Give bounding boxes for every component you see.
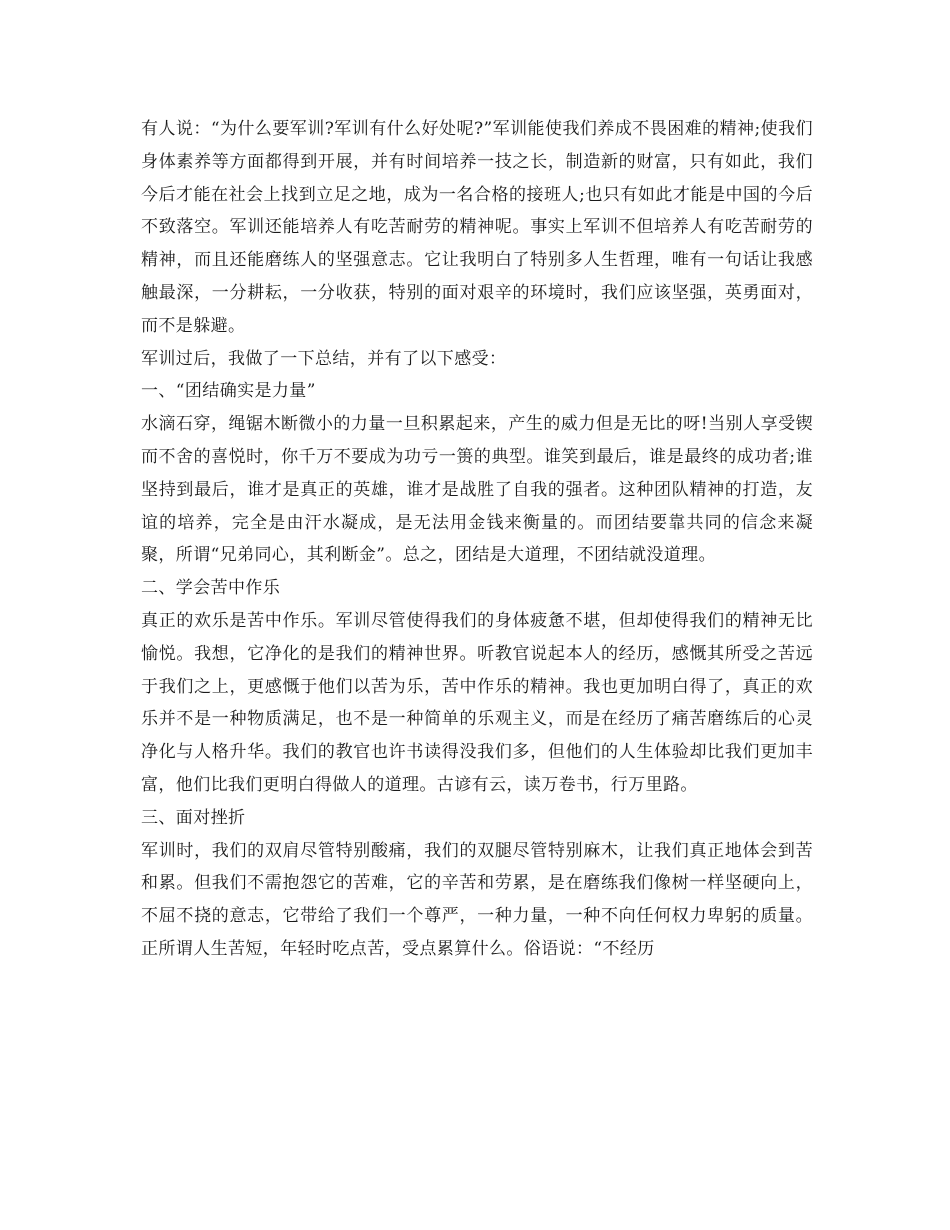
paragraph-intro: 有人说：“为什么要军训?军训有什么好处呢?”军训能使我们养成不畏困难的精神;使我们身体素养等方面都得到开展，并有时间培养一技之长，制造新的财富，只有如此，我们今后才能在社会上找到立足之地，成为一名合格的接班人;也只有如此才能是中国的今后不致落空。军训还能培养人有吃苦耐劳的精神呢。事实上军训不但培养人有吃苦耐劳的精神，而且还能磨练人的坚强意志。它让我明白了特别多人生哲理，唯有一句话让我感触最深，一分耕耘，一分收获，特别的面对艰辛的环境时，我们应该坚强，英勇面对，而不是躲避。	[141, 119, 813, 336]
heading-section-2: 二、学会苦中作乐	[141, 578, 281, 599]
document-body	[141, 113, 813, 966]
heading-section-3: 三、面对挫折	[141, 807, 246, 828]
paragraph-section-2: 真正的欢乐是苦中作乐。军训尽管使得我们的身体疲惫不堪，但却使得我们的精神无比愉悦。我想，它净化的是我们的精神世界。听教官说起本人的经历，感慨其所受之苦远于我们之上，更感慨于他们以苦为乐，苦中作乐的精神。我也更加明白得了，真正的欢乐并不是一种物质满足，也不是一种简单的乐观主义，而是在经历了痛苦磨练后的心灵净化与人格升华。我们的教官也许书读得没我们多，但他们的人生体验却比我们更加丰富，他们比我们更明白得做人的道理。古谚有云，读万卷书，行万里路。	[141, 610, 813, 795]
paragraph-summary-lead: 军训过后，我做了一下总结，并有了以下感受：	[141, 348, 507, 369]
paragraph-section-3: 军训时，我们的双肩尽管特别酸痛，我们的双腿尽管特别麻木，让我们真正地体会到苦和累。但我们不需抱怨它的苦难，它的辛苦和劳累，是在磨练我们像树一样坚硬向上，不屈不挠的意志，它带给了我们一个尊严，一种力量，一种不向任何权力卑躬的质量。正所谓人生苦短，年轻时吃点苦，受点累算什么。俗语说：“不经历	[141, 840, 813, 959]
heading-section-1: 一、“团结确实是力量”	[141, 381, 316, 402]
paragraph-section-1: 水滴石穿，绳锯木断微小的力量一旦积累起来，产生的威力但是无比的呀!当别人享受锲而不舍的喜悦时，你千万不要成为功亏一篑的典型。谁笑到最后，谁是最终的成功者;谁坚持到最后，谁才是真正的英雄，谁才是战胜了自我的强者。这种团队精神的打造，友谊的培养，完全是由汗水凝成，是无法用金钱来衡量的。而团结要靠共同的信念来凝聚，所谓“兄弟同心，其利断金”。总之，团结是大道理，不团结就没道理。	[141, 414, 813, 566]
